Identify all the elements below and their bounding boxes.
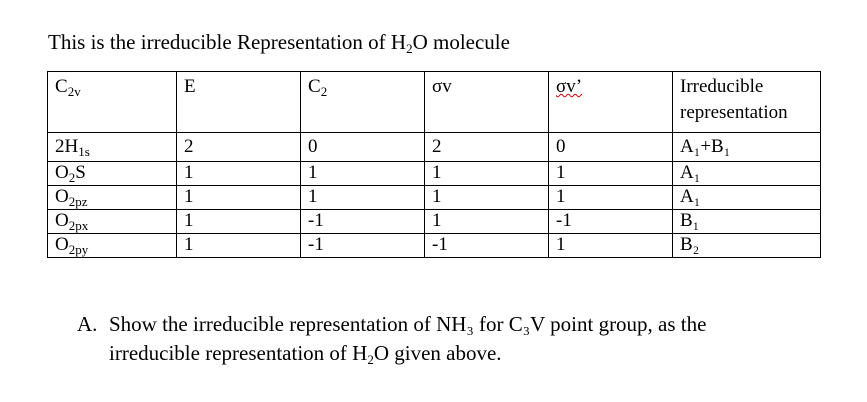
cell-e: 1 [177, 162, 301, 186]
question-label: A. [77, 312, 98, 336]
row-label: $O_{2py}$ [48, 234, 177, 258]
cell-sigma-v-prime: 1 [549, 162, 673, 186]
header-sigma-v-prime: σv’ [549, 72, 673, 133]
header-c2v: $C_{2v}$ [48, 72, 177, 133]
cell-sigma-v: -1 [425, 234, 549, 258]
table-row [48, 234, 821, 258]
header-c2: $C_2$ [301, 72, 425, 133]
row-label: $2H_{1s}$ [48, 133, 177, 162]
table-row [48, 186, 821, 210]
title-tail: O molecule [412, 30, 510, 54]
cell-c2: 0 [301, 133, 425, 162]
table-row [48, 210, 821, 234]
page-title [48, 30, 510, 55]
cell-sigma-v-prime: 0 [549, 133, 673, 162]
cell-irreducible: B₂ [673, 234, 821, 258]
cell-c2: 1 [301, 162, 425, 186]
cell-irreducible: A₁+B₁ [673, 133, 821, 162]
cell-sigma-v: 1 [425, 186, 549, 210]
title-text: This is the irreducible Representation of H [48, 30, 407, 54]
cell-e: 1 [177, 234, 301, 258]
cell-sigma-v: 2 [425, 133, 549, 162]
row-label: $O_{2px}$ [48, 210, 177, 234]
header-sigma-v: σv [425, 72, 549, 133]
cell-sigma-v: 1 [425, 210, 549, 234]
cell-irreducible: A₁ [673, 186, 821, 210]
row-label: $O_{2pz}$ [48, 186, 177, 210]
cell-sigma-v-prime: 1 [549, 234, 673, 258]
question-line-2: irreducible representation of H2O given above. [109, 341, 502, 367]
table-row [48, 133, 821, 162]
question-line-1: Show the irreducible representation of NH₃ for C₃V point group, as the [109, 312, 707, 336]
question-a [77, 310, 817, 370]
header-irreducible: Irreducible representation [673, 72, 821, 133]
table-row [48, 162, 821, 186]
cell-e: 2 [177, 133, 301, 162]
cell-c2: -1 [301, 210, 425, 234]
title-subscript: 2 [406, 41, 413, 56]
header-row [48, 72, 821, 133]
cell-c2: -1 [301, 234, 425, 258]
cell-sigma-v: 1 [425, 162, 549, 186]
cell-sigma-v-prime: 1 [549, 186, 673, 210]
cell-irreducible: B₁ [673, 210, 821, 234]
cell-e: 1 [177, 210, 301, 234]
cell-sigma-v-prime: -1 [549, 210, 673, 234]
cell-c2: 1 [301, 186, 425, 210]
character-table [47, 71, 821, 258]
cell-e: 1 [177, 186, 301, 210]
header-e: E [177, 72, 301, 133]
cell-irreducible: A₁ [673, 162, 821, 186]
row-label: $O_2S$ [48, 162, 177, 186]
